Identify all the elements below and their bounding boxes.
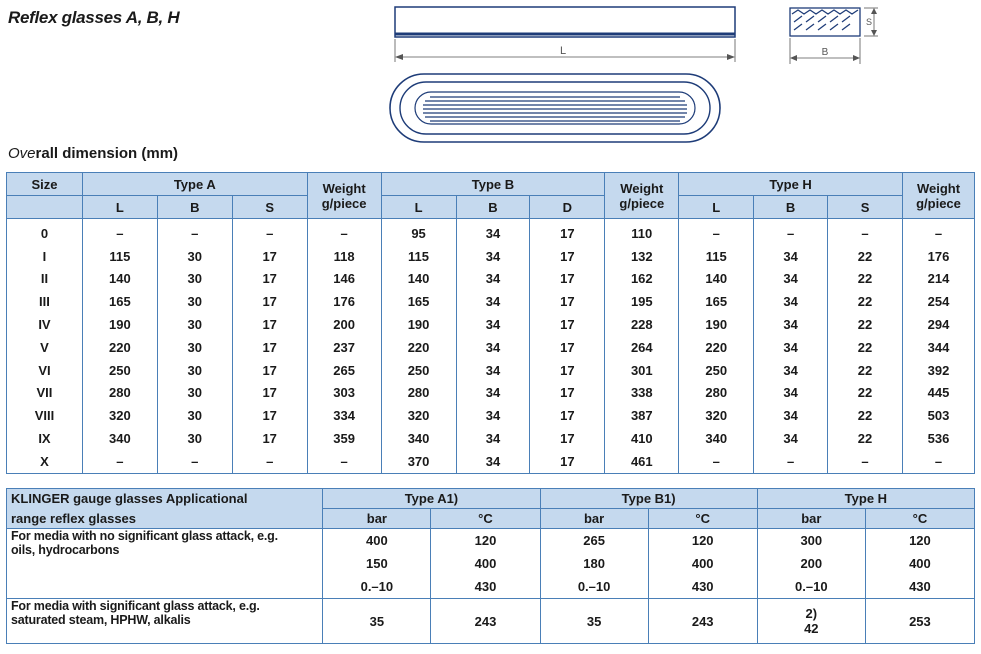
table-cell: 22 — [828, 290, 903, 313]
table-cell: 301 — [605, 359, 679, 382]
app-a-degc: °C — [431, 509, 540, 529]
table-cell: 165 — [381, 290, 456, 313]
table-cell: 17 — [232, 245, 307, 268]
col-h-s: S — [828, 196, 903, 219]
table-cell: 176 — [307, 290, 381, 313]
table-row — [7, 290, 975, 313]
table-cell: 176 — [902, 245, 974, 268]
table-cell: 237 — [307, 336, 381, 359]
type-a-header: Type A — [82, 173, 307, 196]
table-cell: 280 — [82, 382, 157, 405]
table-cell: 30 — [157, 290, 232, 313]
table-cell: 410 — [605, 427, 679, 450]
col-a-l: L — [82, 196, 157, 219]
app-cell: 0.–10 — [757, 575, 865, 599]
table-cell: 370 — [381, 450, 456, 473]
table-cell: 17 — [232, 290, 307, 313]
table-cell: 200 — [307, 313, 381, 336]
table-cell: 34 — [456, 219, 530, 245]
table-cell: 17 — [232, 382, 307, 405]
table-cell: 34 — [754, 404, 828, 427]
table-row — [7, 336, 975, 359]
weight-a-header: Weight g/piece — [307, 173, 381, 219]
app-h-degc: °C — [865, 509, 974, 529]
table-cell: 95 — [381, 219, 456, 245]
app-b-degc: °C — [648, 509, 757, 529]
table-cell: 320 — [679, 404, 754, 427]
table-cell: 17 — [530, 313, 605, 336]
table-cell: 17 — [530, 290, 605, 313]
table-cell: 34 — [456, 313, 530, 336]
app-type-b-header: Type B1) — [540, 489, 757, 509]
app-cell: 430 — [648, 575, 757, 599]
table-cell: 30 — [157, 313, 232, 336]
table-cell: 22 — [828, 404, 903, 427]
table-cell: 17 — [530, 359, 605, 382]
table-cell: 190 — [679, 313, 754, 336]
table-row — [7, 382, 975, 405]
table-cell: 320 — [82, 404, 157, 427]
size-cell: IX — [7, 427, 83, 450]
app-cell: 243 — [431, 599, 540, 644]
app-h-bar: bar — [757, 509, 865, 529]
table-cell: 536 — [902, 427, 974, 450]
table-cell: 392 — [902, 359, 974, 382]
table-cell: 340 — [381, 427, 456, 450]
table-cell: 220 — [381, 336, 456, 359]
app-cell: 120 — [648, 529, 757, 553]
app-cell: 300 — [757, 529, 865, 553]
app-cell: 430 — [431, 575, 540, 599]
page-title: Reflex glasses A, B, H — [8, 8, 180, 27]
table-cell: 17 — [232, 359, 307, 382]
table-cell: 115 — [381, 245, 456, 268]
table-cell: 132 — [605, 245, 679, 268]
table-cell: 34 — [754, 290, 828, 313]
table-cell: 140 — [82, 268, 157, 291]
table-cell: 30 — [157, 336, 232, 359]
app-cell: 243 — [648, 599, 757, 644]
table-cell: 30 — [157, 382, 232, 405]
table-cell: 34 — [456, 336, 530, 359]
table-cell: 445 — [902, 382, 974, 405]
table-cell: 264 — [605, 336, 679, 359]
table-cell: – — [828, 450, 903, 473]
table-cell: – — [307, 450, 381, 473]
app-cell: 265 — [540, 529, 648, 553]
table-cell: 162 — [605, 268, 679, 291]
table-cell: 250 — [82, 359, 157, 382]
table-cell: 140 — [679, 268, 754, 291]
app-cell: 180 — [540, 552, 648, 575]
table-cell: 34 — [456, 382, 530, 405]
app-cell: 120 — [865, 529, 974, 553]
app-cell: 400 — [431, 552, 540, 575]
table-cell: – — [157, 450, 232, 473]
table-cell: 220 — [82, 336, 157, 359]
table-row — [7, 359, 975, 382]
table-row — [7, 268, 975, 291]
table-cell: 30 — [157, 245, 232, 268]
table-cell: – — [754, 219, 828, 245]
table-row — [7, 427, 975, 450]
table-cell: 165 — [679, 290, 754, 313]
table-cell: 17 — [232, 336, 307, 359]
app-cell: 120 — [431, 529, 540, 553]
table-cell: 344 — [902, 336, 974, 359]
table-cell: 214 — [902, 268, 974, 291]
table-cell: 17 — [530, 336, 605, 359]
app-row2-desc: For media with significant glass attack, e.g. saturated steam, HPHW, alkalis — [7, 599, 323, 644]
table-cell: 461 — [605, 450, 679, 473]
table-cell: 34 — [456, 404, 530, 427]
size-cell: VIII — [7, 404, 83, 427]
table-cell: – — [902, 219, 974, 245]
application-range-table — [6, 488, 975, 644]
table-cell: 34 — [754, 427, 828, 450]
table-cell: 265 — [307, 359, 381, 382]
table-cell: – — [82, 219, 157, 245]
table-cell: 34 — [456, 427, 530, 450]
weight-h-header: Weight g/piece — [902, 173, 974, 219]
dim-label-l: L — [559, 45, 567, 57]
cross-section-drawing — [780, 2, 890, 66]
table-cell: 303 — [307, 382, 381, 405]
weight-b-header: Weight g/piece — [605, 173, 679, 219]
app-cell: 0.–10 — [323, 575, 431, 599]
table-cell: 195 — [605, 290, 679, 313]
app-cell: 430 — [865, 575, 974, 599]
table-cell: 190 — [381, 313, 456, 336]
table-cell: 387 — [605, 404, 679, 427]
table-cell: 17 — [530, 219, 605, 245]
table-cell: 34 — [456, 268, 530, 291]
table-cell: 17 — [530, 427, 605, 450]
table-cell: 359 — [307, 427, 381, 450]
table-cell: 34 — [754, 359, 828, 382]
table-cell: 280 — [381, 382, 456, 405]
size-cell: 0 — [7, 219, 83, 245]
table-cell: – — [157, 219, 232, 245]
table-cell: – — [82, 450, 157, 473]
table-row — [7, 245, 975, 268]
size-cell: IV — [7, 313, 83, 336]
table-cell: 294 — [902, 313, 974, 336]
app-b-bar: bar — [540, 509, 648, 529]
app-cell: 400 — [648, 552, 757, 575]
app-head-line2: range reflex glasses — [7, 509, 323, 529]
table-cell: 146 — [307, 268, 381, 291]
table-cell: 320 — [381, 404, 456, 427]
table-cell: 30 — [157, 427, 232, 450]
table-cell: 34 — [754, 245, 828, 268]
col-b-b: B — [456, 196, 530, 219]
dimension-table — [6, 172, 975, 474]
size-cell: III — [7, 290, 83, 313]
table-cell: 165 — [82, 290, 157, 313]
size-cell: VII — [7, 382, 83, 405]
app-a-bar: bar — [323, 509, 431, 529]
size-cell: V — [7, 336, 83, 359]
table-cell: 34 — [754, 382, 828, 405]
table-cell: – — [902, 450, 974, 473]
app-head-line1: KLINGER gauge glasses Applicational — [7, 489, 323, 509]
table-cell: 115 — [679, 245, 754, 268]
app-cell: 35 — [540, 599, 648, 644]
table-cell: 34 — [754, 336, 828, 359]
table-cell: – — [232, 219, 307, 245]
table-cell: 228 — [605, 313, 679, 336]
table-cell: 17 — [530, 450, 605, 473]
col-b-l: L — [381, 196, 456, 219]
table-row — [7, 219, 975, 245]
app-row1-desc: For media with no significant glass attack, e.g. oils, hydrocarbons — [7, 529, 323, 599]
table-cell: 220 — [679, 336, 754, 359]
dim-label-s: S — [866, 17, 873, 27]
table-cell: 22 — [828, 359, 903, 382]
table-cell: 22 — [828, 382, 903, 405]
table-cell: 254 — [902, 290, 974, 313]
table-cell: 34 — [754, 313, 828, 336]
size-header: Size — [7, 173, 83, 196]
table-cell: 34 — [754, 268, 828, 291]
table-cell: 34 — [456, 290, 530, 313]
table-cell: 250 — [679, 359, 754, 382]
table-cell: 17 — [530, 382, 605, 405]
col-h-b: B — [754, 196, 828, 219]
table-cell: 17 — [232, 404, 307, 427]
col-a-b: B — [157, 196, 232, 219]
table-cell: – — [679, 450, 754, 473]
section-title-overall-dimension: Overall dimension (mm) — [8, 145, 179, 162]
table-cell: – — [307, 219, 381, 245]
table-cell: 250 — [381, 359, 456, 382]
table-cell: 340 — [679, 427, 754, 450]
app-cell: 35 — [323, 599, 431, 644]
app-type-h-header: Type H — [757, 489, 974, 509]
table-cell: 340 — [82, 427, 157, 450]
app-cell: 200 — [757, 552, 865, 575]
app-type-a-header: Type A1) — [323, 489, 540, 509]
table-cell: 17 — [232, 313, 307, 336]
app-cell: 400 — [323, 529, 431, 553]
type-h-header: Type H — [679, 173, 903, 196]
table-cell: 22 — [828, 336, 903, 359]
table-cell: – — [679, 219, 754, 245]
table-cell: 503 — [902, 404, 974, 427]
table-row — [7, 313, 975, 336]
table-cell: 17 — [232, 427, 307, 450]
table-row — [7, 404, 975, 427]
app-cell: 0.–10 — [540, 575, 648, 599]
table-cell: – — [828, 219, 903, 245]
col-h-l: L — [679, 196, 754, 219]
size-subheader — [7, 196, 83, 219]
app-cell: 2) 42 — [757, 599, 865, 644]
table-cell: 34 — [456, 359, 530, 382]
table-cell: 17 — [232, 268, 307, 291]
table-cell: 190 — [82, 313, 157, 336]
dim-label-b: B — [821, 47, 829, 58]
table-cell: – — [754, 450, 828, 473]
table-cell: 338 — [605, 382, 679, 405]
table-cell: 22 — [828, 313, 903, 336]
table-cell: 30 — [157, 404, 232, 427]
table-cell: – — [232, 450, 307, 473]
table-cell: 17 — [530, 268, 605, 291]
table-cell: 115 — [82, 245, 157, 268]
table-cell: 22 — [828, 427, 903, 450]
size-cell: II — [7, 268, 83, 291]
size-cell: X — [7, 450, 83, 473]
col-a-s: S — [232, 196, 307, 219]
type-b-header: Type B — [381, 173, 605, 196]
size-cell: I — [7, 245, 83, 268]
table-cell: 17 — [530, 245, 605, 268]
table-cell: 17 — [530, 404, 605, 427]
col-b-d: D — [530, 196, 605, 219]
table-cell: 118 — [307, 245, 381, 268]
glass-drawing — [385, 2, 745, 147]
table-cell: 110 — [605, 219, 679, 245]
table-cell: 334 — [307, 404, 381, 427]
app-cell: 150 — [323, 552, 431, 575]
table-cell: 30 — [157, 268, 232, 291]
app-cell: 400 — [865, 552, 974, 575]
table-cell: 22 — [828, 245, 903, 268]
app-cell: 253 — [865, 599, 974, 644]
table-cell: 280 — [679, 382, 754, 405]
size-cell: VI — [7, 359, 83, 382]
table-row — [7, 450, 975, 473]
table-cell: 30 — [157, 359, 232, 382]
table-cell: 34 — [456, 245, 530, 268]
table-cell: 22 — [828, 268, 903, 291]
table-cell: 34 — [456, 450, 530, 473]
table-cell: 140 — [381, 268, 456, 291]
